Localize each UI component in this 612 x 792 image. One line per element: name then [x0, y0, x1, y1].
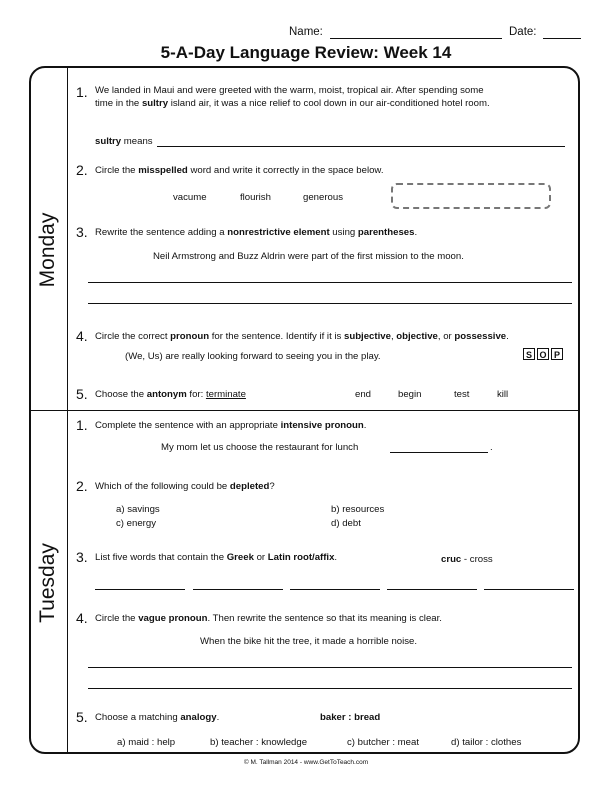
name-field[interactable] [330, 38, 502, 39]
day-section-divider [31, 410, 578, 411]
keyword: pronoun [170, 331, 210, 342]
keyword: antonym [146, 389, 187, 400]
text-part: time in the [95, 98, 142, 109]
tuesday-q2-prompt [95, 480, 275, 493]
word-option[interactable]: vacume [173, 192, 207, 203]
monday-q4-sentence: (We, Us) are really looking forward to seeing you in the play. [125, 351, 381, 362]
root-affix [441, 553, 493, 566]
answer-line[interactable] [88, 688, 572, 689]
monday-q2-prompt [95, 164, 383, 177]
question-number: 3. [76, 224, 88, 240]
text-part: Circle the [95, 165, 139, 176]
word-option[interactable]: test [454, 389, 470, 400]
answer-line[interactable] [88, 282, 572, 283]
day-label-monday: Monday [36, 212, 59, 288]
vocab-word: sultry [95, 136, 122, 147]
text-part: for: [186, 389, 206, 400]
monday-q1-line2 [95, 97, 490, 110]
question-number: 3. [76, 549, 88, 565]
text-part: , [390, 331, 397, 342]
keyword: misspelled [138, 165, 188, 176]
text-part: island air, it was a nice relief to cool down in our air-conditioned hotel room. [168, 98, 490, 109]
objective-box[interactable]: O [537, 348, 549, 360]
analogy-option[interactable]: d) tailor : clothes [451, 737, 522, 748]
question-number: 4. [76, 328, 88, 344]
date-field[interactable] [543, 38, 581, 39]
possessive-box[interactable]: P [551, 348, 563, 360]
monday-q3-sentence: Neil Armstrong and Buzz Aldrin were part of the first mission to the moon. [153, 251, 464, 262]
keyword: depleted [229, 481, 270, 492]
question-number: 2. [76, 162, 88, 178]
keyword: objective [396, 331, 438, 342]
keyword: analogy [180, 712, 217, 723]
text-part: or [253, 552, 268, 563]
target-word: terminate [205, 389, 246, 400]
monday-q1-line1: We landed in Maui and were greeted with the warm, moist, tropical air. After spending some [95, 85, 484, 96]
subjective-box[interactable]: S [523, 348, 535, 360]
root-meaning: - cross [461, 554, 493, 565]
text-part: . [414, 227, 418, 238]
monday-q5-prompt [95, 388, 246, 401]
keyword: nonrestrictive element [227, 227, 330, 238]
text-part: Circle the [95, 613, 139, 624]
keyword: Greek [226, 552, 254, 563]
analogy-prompt: baker : bread [320, 712, 381, 723]
keyword: possessive [454, 331, 507, 342]
root-word: cruc [441, 554, 462, 565]
text-part: , or [437, 331, 455, 342]
tuesday-q1-prompt [95, 419, 366, 432]
keyword: parentheses [357, 227, 415, 238]
monday-q3-prompt [95, 226, 417, 239]
text-part: List five words that contain the [95, 552, 227, 563]
day-label-tuesday: Tuesday [36, 543, 59, 623]
analogy-option[interactable]: b) teacher : knowledge [210, 737, 308, 748]
text-part: . [334, 552, 338, 563]
choice-c[interactable]: c) energy [116, 518, 156, 529]
text-part: means [121, 136, 153, 147]
text-part: Complete the sentence with an appropriate [95, 420, 281, 431]
monday-q4-prompt [95, 330, 509, 343]
monday-q1-means [95, 135, 153, 148]
text-part: Choose a matching [95, 712, 181, 723]
text-part: Choose the [95, 389, 147, 400]
word-option[interactable]: flourish [240, 192, 271, 203]
answer-line[interactable] [484, 589, 574, 590]
name-label: Name: [289, 26, 323, 38]
text-part: . [363, 420, 367, 431]
text-part: using [329, 227, 358, 238]
question-number: 1. [76, 417, 88, 433]
tuesday-q1-sentence: My mom let us choose the restaurant for lunch [161, 442, 359, 453]
choice-a[interactable]: a) savings [116, 504, 160, 515]
answer-line[interactable] [157, 146, 565, 147]
answer-line[interactable] [193, 589, 283, 590]
choice-d[interactable]: d) debt [331, 518, 361, 529]
tuesday-q4-sentence: When the bike hit the tree, it made a horrible noise. [200, 636, 418, 647]
question-number: 2. [76, 478, 88, 494]
keyword: subjective [344, 331, 391, 342]
vocab-word: sultry [141, 98, 169, 109]
tuesday-q3-prompt [95, 551, 337, 564]
question-number: 4. [76, 610, 88, 626]
question-number: 5. [76, 709, 88, 725]
text-part: word and write it correctly in the space below. [187, 165, 384, 176]
word-option[interactable]: begin [398, 389, 422, 400]
answer-line[interactable] [387, 589, 477, 590]
answer-line[interactable] [95, 589, 185, 590]
choice-b[interactable]: b) resources [331, 504, 385, 515]
text-part: Circle the correct [95, 331, 171, 342]
answer-box[interactable] [391, 183, 551, 209]
text-part: . [216, 712, 220, 723]
date-label: Date: [509, 26, 537, 38]
question-number: 5. [76, 386, 88, 402]
sentence-period: . [490, 442, 493, 453]
word-option[interactable]: kill [497, 389, 509, 400]
text-part: ? [269, 481, 275, 492]
text-part: for the sentence. Identify if it is [209, 331, 344, 342]
text-part: . [506, 331, 509, 342]
answer-line[interactable] [290, 589, 380, 590]
answer-line[interactable] [88, 667, 572, 668]
keyword: intensive pronoun [280, 420, 364, 431]
question-number: 1. [76, 84, 88, 100]
answer-line[interactable] [88, 303, 572, 304]
keyword: Latin root/affix [267, 552, 335, 563]
analogy-option[interactable]: c) butcher : meat [347, 737, 419, 748]
analogy-option[interactable]: a) maid : help [117, 737, 176, 748]
keyword: vague pronoun [138, 613, 208, 624]
copyright-footer: © M. Tallman 2014 - www.GetToTeach.com [243, 759, 369, 766]
word-option[interactable]: end [355, 389, 372, 400]
tuesday-q5-prompt [95, 711, 219, 724]
word-option[interactable]: generous [303, 192, 344, 203]
text-part: Rewrite the sentence adding a [95, 227, 228, 238]
text-part: . Then rewrite the sentence so that its meaning is clear. [207, 613, 442, 624]
tuesday-q4-prompt [95, 612, 442, 625]
page-title: 5-A-Day Language Review: Week 14 [160, 43, 452, 62]
answer-line[interactable] [390, 452, 488, 453]
text-part: Which of the following could be [95, 481, 230, 492]
